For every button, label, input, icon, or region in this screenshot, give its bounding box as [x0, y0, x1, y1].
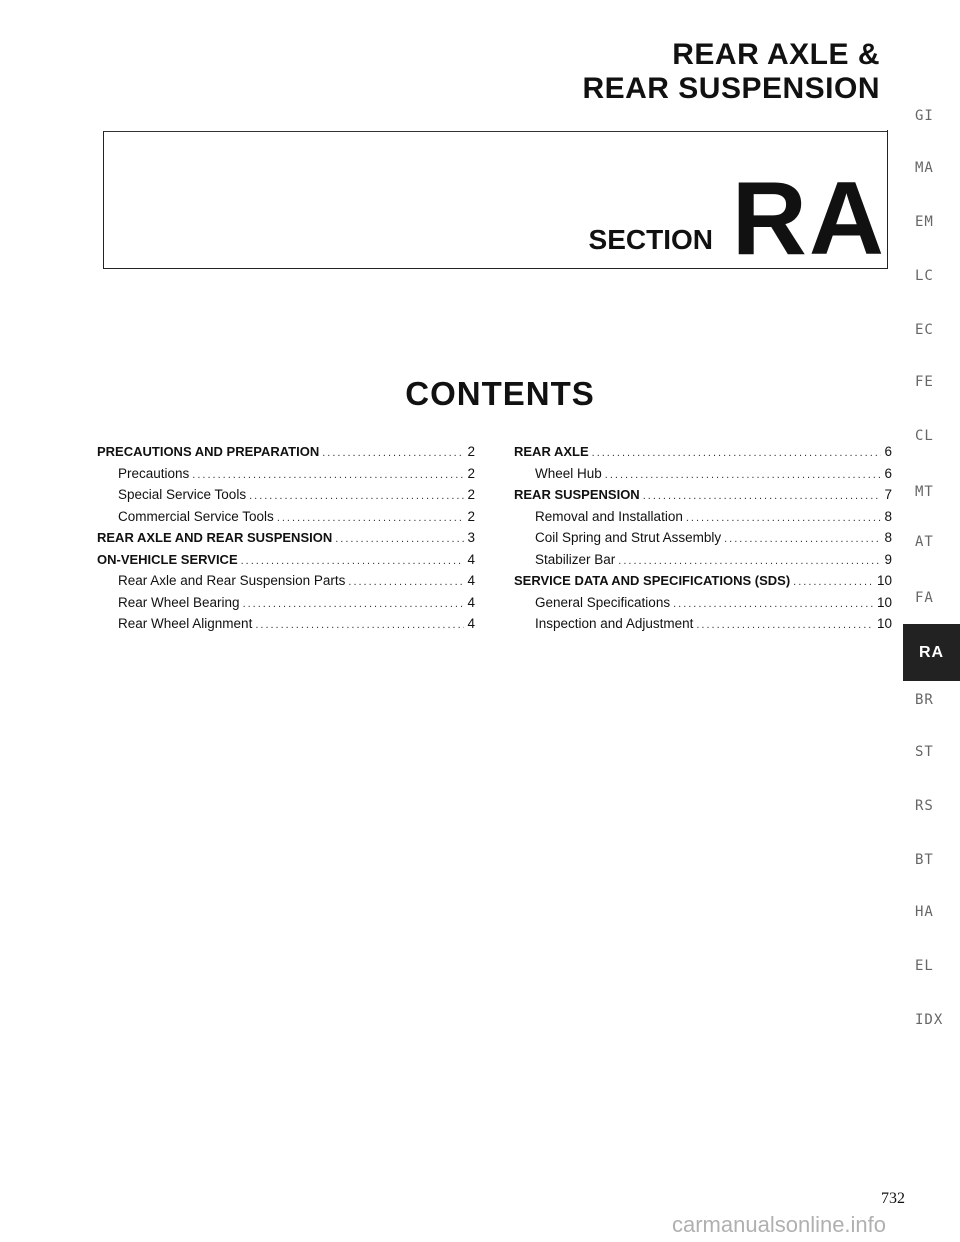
section-title-line-1: REAR AXLE & — [672, 38, 880, 71]
toc-leader-dots — [686, 512, 881, 524]
toc-entry[interactable] — [97, 573, 475, 595]
section-tab-gi[interactable]: GI — [915, 108, 934, 124]
toc-entry-page: 3 — [467, 530, 475, 545]
section-code: RA — [731, 161, 886, 277]
page-number: 732 — [881, 1190, 905, 1207]
watermark-text: carmanualsonline.info — [672, 1212, 887, 1237]
toc-leader-dots — [241, 555, 464, 567]
toc-entry[interactable] — [97, 466, 475, 488]
toc-left-column — [97, 444, 475, 638]
section-tab-st[interactable]: ST — [915, 744, 934, 760]
toc-leader-dots — [322, 447, 464, 459]
toc-entry-page: 10 — [876, 594, 892, 610]
toc-entry[interactable] — [97, 595, 475, 617]
toc-entry-title: Rear Wheel Bearing — [118, 594, 240, 610]
section-label: SECTION — [588, 224, 713, 255]
toc-leader-dots — [618, 555, 881, 567]
section-box — [103, 131, 888, 277]
toc-entry[interactable] — [97, 616, 475, 638]
toc-leader-dots — [348, 576, 464, 588]
toc-entry-title: PRECAUTIONS AND PREPARATION — [97, 444, 320, 459]
toc-entry[interactable] — [514, 444, 892, 466]
toc-entry[interactable] — [514, 595, 892, 617]
section-tab-ec[interactable]: EC — [915, 322, 934, 338]
toc-entry-page: 2 — [467, 508, 475, 524]
toc-entry[interactable] — [97, 487, 475, 509]
toc-leader-dots — [335, 533, 464, 545]
toc-leader-dots — [724, 533, 881, 545]
section-tab-el[interactable]: EL — [915, 958, 934, 974]
toc-leader-dots — [605, 469, 881, 481]
toc-entry[interactable] — [97, 552, 475, 574]
toc-entry-title: Commercial Service Tools — [118, 508, 274, 524]
toc-leader-dots — [192, 469, 464, 481]
toc-entry[interactable] — [97, 530, 475, 552]
section-tab-idx[interactable]: IDX — [915, 1012, 944, 1028]
toc-leader-dots — [673, 598, 874, 610]
toc-entry[interactable] — [514, 573, 892, 595]
toc-entry-title: SERVICE DATA AND SPECIFICATIONS (SDS) — [514, 573, 791, 588]
toc-entry-title: Special Service Tools — [118, 487, 247, 502]
toc-entry-page: 8 — [884, 508, 892, 524]
section-tab-ma[interactable]: MA — [915, 160, 934, 176]
toc-entry[interactable] — [514, 509, 892, 531]
toc-entry-title: REAR SUSPENSION — [514, 487, 640, 502]
toc-entry-title: Wheel Hub — [535, 465, 602, 481]
toc-entry-title: REAR AXLE — [514, 444, 589, 459]
toc-entry-page: 2 — [467, 487, 475, 502]
section-tab-cl[interactable]: CL — [915, 428, 934, 444]
toc-entry-title: REAR AXLE AND REAR SUSPENSION — [97, 530, 333, 545]
toc-leader-dots — [249, 490, 464, 502]
toc-entry-title: Stabilizer Bar — [535, 551, 616, 567]
toc-leader-dots — [277, 512, 464, 524]
toc-entry-page: 6 — [884, 444, 892, 459]
toc-entry-title: Rear Axle and Rear Suspension Parts — [118, 573, 346, 588]
section-tab-fa[interactable]: FA — [915, 590, 934, 606]
toc-entry-page: 6 — [884, 465, 892, 481]
toc-entry[interactable] — [514, 466, 892, 488]
section-tab-ha[interactable]: HA — [915, 904, 934, 920]
toc-entry-title: Removal and Installation — [535, 508, 683, 524]
toc-entry-title: Rear Wheel Alignment — [118, 616, 253, 631]
section-tab-rs[interactable]: RS — [915, 798, 934, 814]
toc-leader-dots — [255, 619, 464, 631]
toc-entry-page: 9 — [884, 551, 892, 567]
toc-entry-title: Precautions — [118, 465, 190, 481]
toc-entry-page: 10 — [876, 616, 892, 631]
toc-entry-title: ON-VEHICLE SERVICE — [97, 551, 238, 567]
toc-entry[interactable] — [514, 487, 892, 509]
toc-entry[interactable] — [97, 444, 475, 466]
toc-entry-page: 2 — [467, 465, 475, 481]
toc-entry-page: 10 — [876, 573, 892, 588]
toc-entry-title: Inspection and Adjustment — [535, 616, 694, 631]
toc-right-column — [514, 444, 892, 638]
toc-leader-dots — [643, 490, 881, 502]
section-tab-mt[interactable]: MT — [915, 484, 934, 500]
section-tab-at[interactable]: AT — [915, 534, 934, 550]
toc-entry[interactable] — [514, 530, 892, 552]
section-tab-fe[interactable]: FE — [915, 374, 934, 390]
toc-entry[interactable] — [97, 509, 475, 531]
section-tab-br[interactable]: BR — [915, 692, 934, 708]
toc-entry-title: Coil Spring and Strut Assembly — [535, 530, 722, 545]
toc-leader-dots — [696, 619, 874, 631]
toc-entry[interactable] — [514, 616, 892, 638]
section-tab-bt[interactable]: BT — [915, 852, 934, 868]
toc-leader-dots — [793, 576, 874, 588]
section-title-line-2: REAR SUSPENSION — [582, 72, 880, 105]
contents-heading: CONTENTS — [405, 375, 595, 412]
toc-leader-dots — [592, 447, 881, 459]
section-title — [582, 38, 880, 106]
section-tab-ra[interactable]: RA — [903, 624, 960, 681]
toc-entry-page: 2 — [467, 444, 475, 459]
toc-entry[interactable] — [514, 552, 892, 574]
toc-leader-dots — [243, 598, 464, 610]
toc-entry-page: 7 — [884, 487, 892, 502]
section-tab-em[interactable]: EM — [915, 214, 934, 230]
section-index-tabs — [903, 0, 960, 1242]
toc-entry-page: 8 — [884, 530, 892, 545]
section-tab-lc[interactable]: LC — [915, 268, 934, 284]
toc-entry-page: 4 — [467, 594, 475, 610]
toc-entry-page: 4 — [467, 616, 475, 631]
toc-entry-page: 4 — [467, 551, 475, 567]
toc-entry-page: 4 — [467, 573, 475, 588]
toc-entry-title: General Specifications — [535, 594, 671, 610]
